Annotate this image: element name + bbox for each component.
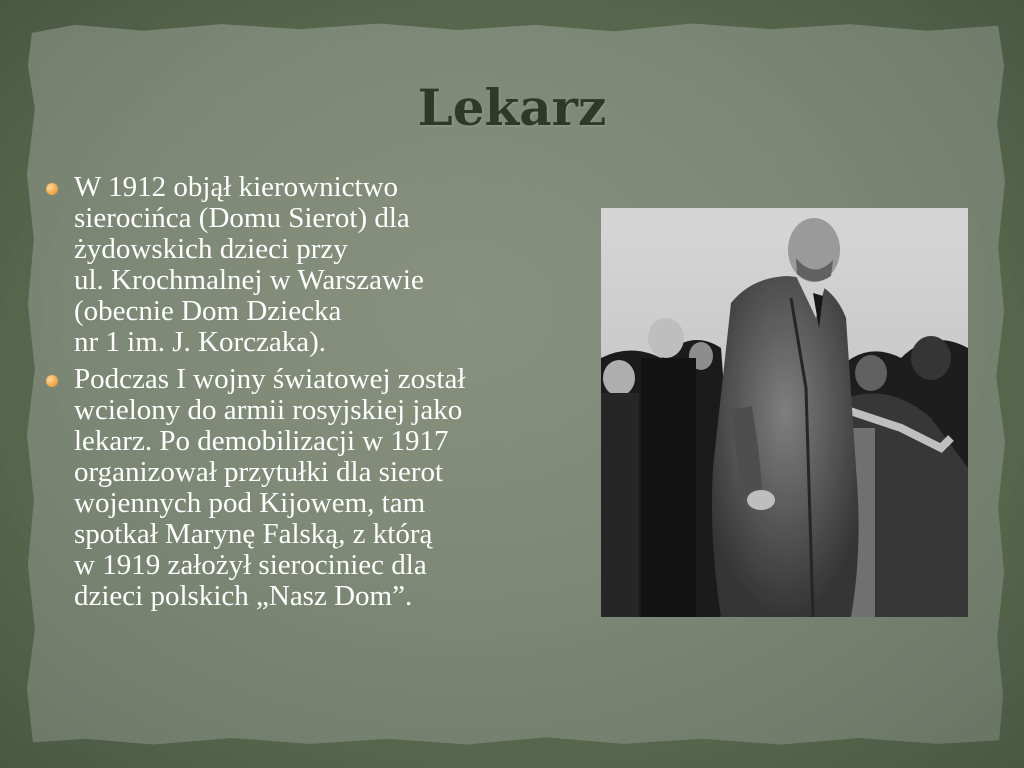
photo-image	[601, 208, 968, 617]
slide-title: Lekarz	[417, 78, 607, 137]
paragraph-text: W 1912 objął kierownictwo sierocińca (Domu Sierot) dla żydowskich dzieci przy ul. Krochmalnej w Warszawie (obecnie Dom Dziecka nr 1 im. J. Korczaka).	[74, 171, 424, 358]
historical-photo	[601, 208, 968, 617]
bullet-paragraph-2	[44, 364, 584, 612]
bullet-icon	[46, 375, 58, 387]
bullet-paragraph-1	[44, 172, 584, 358]
paragraph-text: Podczas I wojny światowej został wcielony do armii rosyjskiej jako lekarz. Po demobilizacji w 1917 organizował przytułki dla sierot wojennych pod Kijowem, tam spotkał Marynę Falską, z którą w 1919 założył sierociniec dla dzieci polskich „Nasz Dom”.	[74, 363, 466, 612]
bullet-icon	[46, 183, 58, 195]
body-text	[44, 172, 584, 618]
